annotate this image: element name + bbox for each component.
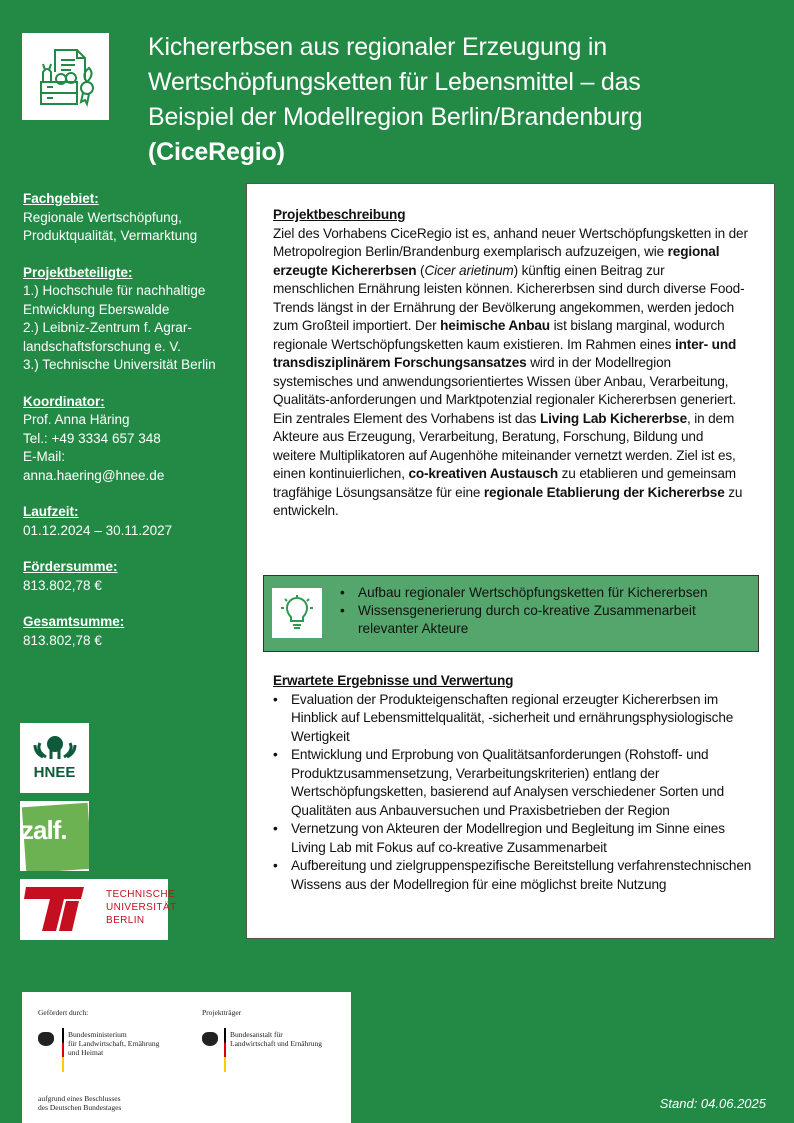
description-segment: regional erzeugte Kichererbsen bbox=[273, 244, 720, 278]
gesamtsumme-label: Gesamtsumme: bbox=[23, 614, 125, 629]
description-segment: Ziel des Vorhabens CiceRegio ist es, anhand neuer Wertschöpfungsketten in der Metropolregion Berlin/Brandenburg exemplarisch aufzuzeigen, wie bbox=[273, 225, 748, 259]
tu-text: UNIVERSITÄT bbox=[106, 902, 177, 913]
flag-bar bbox=[62, 1028, 64, 1072]
result-item: • Evaluation der Produkteigenschaften regional erzeugter Kichererbsen im Hinblick auf Lebensmittelqualität, -sicherheit und ernährungsphysiologische Wertigkeit bbox=[273, 691, 753, 747]
description-segment: inter- und transdisziplinärem Forschungsansatzes bbox=[273, 336, 737, 370]
agency-name: Bundesanstalt für bbox=[230, 1030, 283, 1039]
projekttraeger-label: Projektträger bbox=[202, 1008, 242, 1017]
lightbulb-icon bbox=[272, 588, 322, 638]
project-info-sidebar bbox=[23, 190, 238, 668]
federal-eagle-icon bbox=[38, 1032, 54, 1046]
title-line: Wertschöpfungsketten für Lebensmittel – das bbox=[148, 68, 641, 96]
laufzeit-value: 01.12.2024 – 30.11.2027 bbox=[23, 522, 173, 538]
project-logo bbox=[22, 33, 109, 120]
tu-text: BERLIN bbox=[106, 915, 145, 926]
description-heading: Projektbeschreibung bbox=[273, 207, 406, 222]
title-line: Kichererbsen aus regionaler Erzeugung in bbox=[148, 33, 607, 61]
coordinator-name: Prof. Anna Häring bbox=[23, 412, 130, 427]
bundestag-note: des Deutschen Bundestages bbox=[38, 1103, 122, 1112]
foerdersumme-label: Fördersumme: bbox=[23, 559, 118, 574]
gesamtsumme-value: 813.802,78 € bbox=[23, 632, 102, 648]
description-segment: Living Lab Kichererbse bbox=[539, 410, 687, 426]
key-goals-callout bbox=[263, 575, 759, 652]
partner-item: 2.) Leibniz-Zentrum f. Agrar-landschaftsforschung e. V. bbox=[23, 320, 192, 354]
goal-item: • Aufbau regionaler Wertschöpfungsketten für Kichererbsen bbox=[340, 584, 748, 602]
laufzeit-label: Laufzeit: bbox=[23, 504, 79, 519]
federal-eagle-icon bbox=[202, 1032, 218, 1046]
description-text bbox=[273, 225, 748, 521]
page-title bbox=[148, 30, 778, 170]
description-segment: regionale Etablierung der Kichererbse bbox=[483, 484, 725, 500]
goal-item: • Wissensgenerierung durch co-kreative Zusammenarbeit relevanter Akteure bbox=[340, 602, 748, 638]
description-segment: zu etablieren und gemeinsam tragfähige Lösungsansätze für eine bbox=[273, 466, 736, 500]
coordinator-email[interactable]: anna.haering@hnee.de bbox=[23, 467, 165, 483]
ministry-name: und Heimat bbox=[68, 1048, 104, 1057]
coordinator-phone: Tel.: +49 3334 657 348 bbox=[23, 430, 161, 446]
result-item: • Vernetzung von Akteuren der Modellregion und Begleitung im Sinne eines Living Lab mit Fokus auf co-kreative Zusammenarbeit bbox=[273, 820, 753, 857]
ministry-name: für Landwirtschaft, Ernährung bbox=[68, 1039, 160, 1048]
description-segment: ( bbox=[416, 262, 425, 278]
hnee-logo bbox=[20, 723, 89, 793]
result-item: • Entwicklung und Erprobung von Qualitätsanforderungen (Rohstoff- und Produktzusammensetzung, Verarbeitungskriterien) entlang der Wertschöpfungsketten, basierend auf Analysen verschiedener Sorten und Qualitäten aus Anbauversuchen und Praxisbetrieben der Region bbox=[273, 746, 753, 820]
description-segment: ) künftig einen Beitrag zur menschlichen Ernährung leisten können. Kichererbsen sind durch diverse Food-Trends längst in der Ernährung der Bevölkerung angekommen, werden jedoch zum Großteil importiert. Der bbox=[273, 262, 745, 333]
results-heading: Erwartete Ergebnisse und Verwertung bbox=[273, 673, 514, 688]
hnee-tree-icon bbox=[32, 735, 78, 761]
zalf-text: zalf. bbox=[21, 815, 67, 845]
result-item: • Aufbereitung und zielgruppenspezifische Bereitstellung verfahrenstechnischen Wissens aus der Modellregion für eine möglichst breite Nutzung bbox=[273, 857, 753, 894]
agency-name: Landwirtschaft und Ernährung bbox=[230, 1039, 323, 1048]
results-section bbox=[273, 672, 753, 894]
description-segment: ist bislang marginal, wodurch regionale Wertschöpfungsketten kaum existieren. Im Rahmen eines bbox=[273, 318, 725, 352]
partner-item: 1.) Hochschule für nachhaltige Entwicklung Eberswalde bbox=[23, 283, 206, 317]
vegetable-crate-icon bbox=[31, 42, 101, 112]
fachgebiet-value: Regionale Wertschöpfung, Produktqualität, Vermarktung bbox=[23, 209, 198, 243]
koordinator-label: Koordinator: bbox=[23, 393, 105, 409]
description-segment: wird in der Modellregion systemisches und anwendungsorientiertes Wissen über Anbau, Verarbeitung, Qualitäts-anforderungen und Marktpotenzial regionaler Kichererbsen generiert. Ein zentrales Element des Vorhabens ist das bbox=[273, 355, 736, 426]
ministry-name: Bundesministerium bbox=[68, 1030, 127, 1039]
flag-bar bbox=[224, 1028, 226, 1072]
foerdersumme-value: 813.802,78 € bbox=[23, 577, 102, 593]
zalf-logo bbox=[20, 801, 89, 871]
description-segment: heimische Anbau bbox=[440, 318, 550, 333]
hnee-text: HNEE bbox=[33, 764, 76, 781]
description-segment: co-kreativen Austausch bbox=[408, 466, 559, 481]
tu-text: TECHNISCHE bbox=[106, 889, 176, 900]
beteiligte-label: Projektbeteiligte: bbox=[23, 264, 133, 280]
partner-item: 3.) Technische Universität Berlin bbox=[23, 357, 216, 372]
status-date: Stand: 04.06.2025 bbox=[659, 1096, 766, 1111]
description-segment: Cicer arietinum bbox=[424, 262, 514, 278]
title-line: Beispiel der Modellregion Berlin/Brandenburg bbox=[148, 103, 643, 131]
bundestag-note: aufgrund eines Beschlusses bbox=[38, 1094, 121, 1103]
funding-box bbox=[22, 992, 351, 1123]
funded-by-label: Gefördert durch: bbox=[38, 1008, 89, 1017]
fachgebiet-label: Fachgebiet: bbox=[23, 191, 99, 206]
description-segment: , in dem Akteure aus Erzeugung, Verarbeitung, Beratung, Forschung, Bildung und weitere Multiplikatoren auf Augenhöhe miteinander vernetzt werden. Ziel ist es, einen kontinuierlichen, bbox=[273, 410, 736, 481]
email-label: E-Mail: bbox=[23, 449, 66, 464]
tu-berlin-logo bbox=[20, 879, 177, 940]
tu-icon bbox=[24, 885, 86, 933]
title-acronym: (CiceRegio) bbox=[148, 138, 285, 166]
description-segment: zu entwickeln. bbox=[273, 484, 743, 518]
